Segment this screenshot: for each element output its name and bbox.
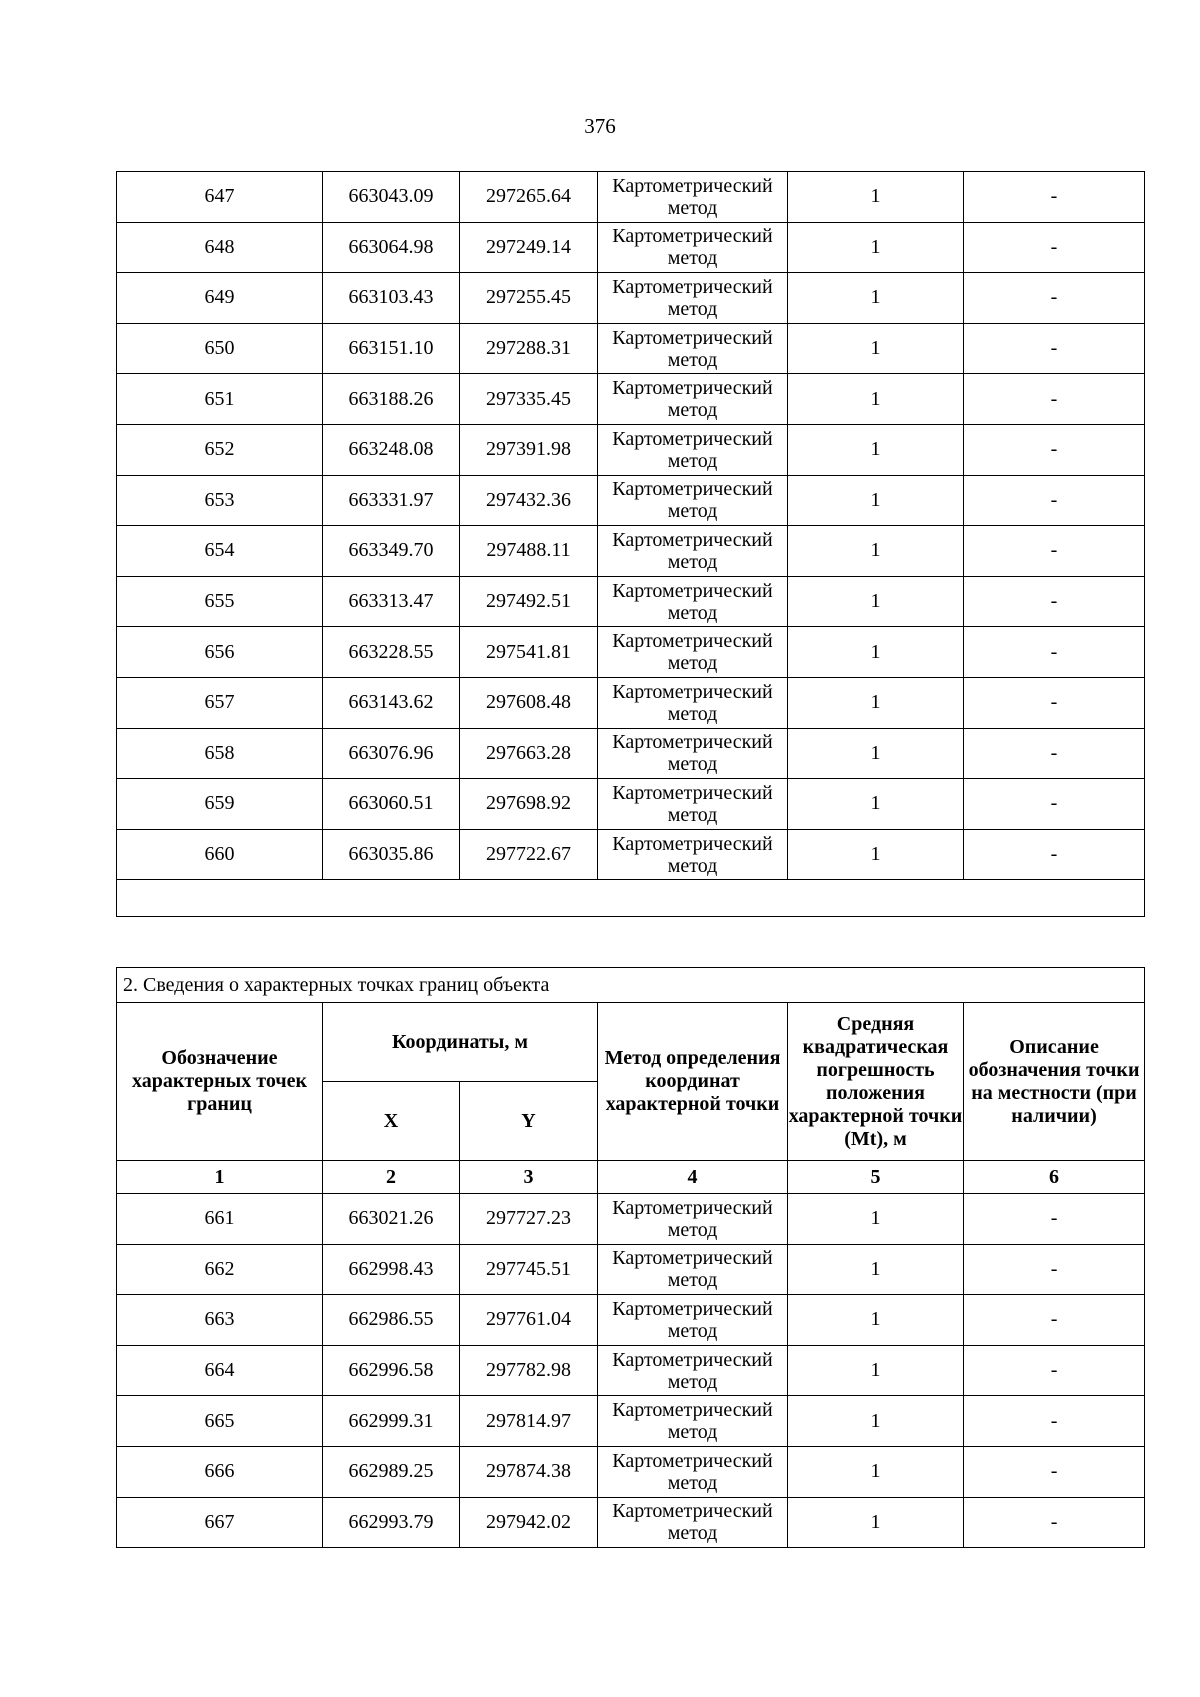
column-number: 6 (964, 1161, 1145, 1194)
mt-cell: 1 (788, 576, 964, 627)
header-method: Метод определения координат характерной точки (598, 1003, 788, 1161)
point-id-cell: 653 (117, 475, 323, 526)
point-id-cell: 649 (117, 273, 323, 324)
section-title: 2. Сведения о характерных точках границ объекта (117, 968, 1145, 1003)
y-coordinate-cell: 297608.48 (460, 677, 598, 728)
description-cell: - (964, 526, 1145, 577)
description-cell: - (964, 475, 1145, 526)
column-number: 1 (117, 1161, 323, 1194)
description-cell: - (964, 576, 1145, 627)
y-coordinate-cell: 297391.98 (460, 424, 598, 475)
method-cell: Картометрический метод (598, 576, 788, 627)
header-mt: Средняя квадратическая погрешность положения характерной точки (Mt), м (788, 1003, 964, 1161)
mt-cell: 1 (788, 1497, 964, 1548)
y-coordinate-cell: 297727.23 (460, 1194, 598, 1245)
description-cell: - (964, 1295, 1145, 1346)
table-row (117, 1446, 1145, 1497)
description-cell: - (964, 1446, 1145, 1497)
table-row (117, 1295, 1145, 1346)
header-row (117, 1003, 1145, 1082)
y-coordinate-cell: 297761.04 (460, 1295, 598, 1346)
method-cell: Картометрический метод (598, 1345, 788, 1396)
description-cell: - (964, 222, 1145, 273)
description-cell: - (964, 424, 1145, 475)
x-coordinate-cell: 663151.10 (323, 323, 460, 374)
method-cell: Картометрический метод (598, 829, 788, 880)
table-row (117, 222, 1145, 273)
point-id-cell: 654 (117, 526, 323, 577)
x-coordinate-cell: 662998.43 (323, 1244, 460, 1295)
table-row (117, 677, 1145, 728)
mt-cell: 1 (788, 1244, 964, 1295)
y-coordinate-cell: 297541.81 (460, 627, 598, 678)
method-cell: Картометрический метод (598, 1194, 788, 1245)
mt-cell: 1 (788, 627, 964, 678)
description-cell: - (964, 1244, 1145, 1295)
mt-cell: 1 (788, 1396, 964, 1447)
column-number: 2 (323, 1161, 460, 1194)
y-coordinate-cell: 297288.31 (460, 323, 598, 374)
x-coordinate-cell: 663188.26 (323, 374, 460, 425)
y-coordinate-cell: 297663.28 (460, 728, 598, 779)
table-row (117, 374, 1145, 425)
header-y: Y (460, 1082, 598, 1161)
page-number: 376 (584, 114, 616, 138)
x-coordinate-cell: 663060.51 (323, 779, 460, 830)
point-id-cell: 651 (117, 374, 323, 425)
empty-row (117, 880, 1145, 917)
method-cell: Картометрический метод (598, 1446, 788, 1497)
mt-cell: 1 (788, 222, 964, 273)
method-cell: Картометрический метод (598, 273, 788, 324)
x-coordinate-cell: 663064.98 (323, 222, 460, 273)
table1-body (117, 172, 1145, 880)
mt-cell: 1 (788, 273, 964, 324)
description-cell: - (964, 779, 1145, 830)
y-coordinate-cell: 297265.64 (460, 172, 598, 223)
point-id-cell: 658 (117, 728, 323, 779)
mt-cell: 1 (788, 374, 964, 425)
x-coordinate-cell: 663349.70 (323, 526, 460, 577)
description-cell: - (964, 1396, 1145, 1447)
x-coordinate-cell: 662999.31 (323, 1396, 460, 1447)
x-coordinate-cell: 663248.08 (323, 424, 460, 475)
description-cell: - (964, 829, 1145, 880)
column-number: 3 (460, 1161, 598, 1194)
table-row (117, 627, 1145, 678)
x-coordinate-cell: 663035.86 (323, 829, 460, 880)
point-id-cell: 666 (117, 1446, 323, 1497)
table-row (117, 424, 1145, 475)
point-id-cell: 661 (117, 1194, 323, 1245)
boundary-points-table (116, 967, 1145, 1548)
table-row (117, 475, 1145, 526)
point-id-cell: 647 (117, 172, 323, 223)
y-coordinate-cell: 297492.51 (460, 576, 598, 627)
description-cell: - (964, 677, 1145, 728)
x-coordinate-cell: 663103.43 (323, 273, 460, 324)
description-cell: - (964, 323, 1145, 374)
column-number-row (117, 1161, 1145, 1194)
mt-cell: 1 (788, 1295, 964, 1346)
point-id-cell: 648 (117, 222, 323, 273)
table-row (117, 728, 1145, 779)
x-coordinate-cell: 662993.79 (323, 1497, 460, 1548)
description-cell: - (964, 1194, 1145, 1245)
x-coordinate-cell: 663043.09 (323, 172, 460, 223)
y-coordinate-cell: 297255.45 (460, 273, 598, 324)
point-id-cell: 656 (117, 627, 323, 678)
table-row (117, 273, 1145, 324)
description-cell: - (964, 374, 1145, 425)
x-coordinate-cell: 663143.62 (323, 677, 460, 728)
mt-cell: 1 (788, 424, 964, 475)
point-id-cell: 659 (117, 779, 323, 830)
method-cell: Картометрический метод (598, 677, 788, 728)
y-coordinate-cell: 297874.38 (460, 1446, 598, 1497)
mt-cell: 1 (788, 829, 964, 880)
table-row (117, 829, 1145, 880)
y-coordinate-cell: 297745.51 (460, 1244, 598, 1295)
x-coordinate-cell: 663228.55 (323, 627, 460, 678)
mt-cell: 1 (788, 323, 964, 374)
y-coordinate-cell: 297249.14 (460, 222, 598, 273)
description-cell: - (964, 728, 1145, 779)
mt-cell: 1 (788, 526, 964, 577)
y-coordinate-cell: 297814.97 (460, 1396, 598, 1447)
coordinates-table-continued (116, 171, 1145, 917)
table-row (117, 1345, 1145, 1396)
y-coordinate-cell: 297335.45 (460, 374, 598, 425)
x-coordinate-cell: 663076.96 (323, 728, 460, 779)
x-coordinate-cell: 663313.47 (323, 576, 460, 627)
point-id-cell: 667 (117, 1497, 323, 1548)
method-cell: Картометрический метод (598, 526, 788, 577)
section-title-row (117, 968, 1145, 1003)
method-cell: Картометрический метод (598, 374, 788, 425)
table-row (117, 323, 1145, 374)
description-cell: - (964, 172, 1145, 223)
column-number: 5 (788, 1161, 964, 1194)
mt-cell: 1 (788, 728, 964, 779)
mt-cell: 1 (788, 779, 964, 830)
point-id-cell: 657 (117, 677, 323, 728)
x-coordinate-cell: 662989.25 (323, 1446, 460, 1497)
method-cell: Картометрический метод (598, 424, 788, 475)
table-row (117, 779, 1145, 830)
y-coordinate-cell: 297722.67 (460, 829, 598, 880)
method-cell: Картометрический метод (598, 172, 788, 223)
header-x: X (323, 1082, 460, 1161)
mt-cell: 1 (788, 1194, 964, 1245)
table-row (117, 1396, 1145, 1447)
column-number: 4 (598, 1161, 788, 1194)
point-id-cell: 650 (117, 323, 323, 374)
description-cell: - (964, 273, 1145, 324)
point-id-cell: 660 (117, 829, 323, 880)
point-id-cell: 665 (117, 1396, 323, 1447)
table-row (117, 1244, 1145, 1295)
header-point: Обозначение характерных точек границ (117, 1003, 323, 1161)
point-id-cell: 662 (117, 1244, 323, 1295)
description-cell: - (964, 1345, 1145, 1396)
method-cell: Картометрический метод (598, 323, 788, 374)
point-id-cell: 652 (117, 424, 323, 475)
method-cell: Картометрический метод (598, 1497, 788, 1548)
y-coordinate-cell: 297698.92 (460, 779, 598, 830)
table-row (117, 526, 1145, 577)
method-cell: Картометрический метод (598, 1295, 788, 1346)
table-row (117, 576, 1145, 627)
y-coordinate-cell: 297942.02 (460, 1497, 598, 1548)
mt-cell: 1 (788, 1345, 964, 1396)
method-cell: Картометрический метод (598, 728, 788, 779)
table-row (117, 1497, 1145, 1548)
point-id-cell: 655 (117, 576, 323, 627)
y-coordinate-cell: 297432.36 (460, 475, 598, 526)
mt-cell: 1 (788, 677, 964, 728)
method-cell: Картометрический метод (598, 475, 788, 526)
y-coordinate-cell: 297782.98 (460, 1345, 598, 1396)
mt-cell: 1 (788, 1446, 964, 1497)
mt-cell: 1 (788, 172, 964, 223)
method-cell: Картометрический метод (598, 1244, 788, 1295)
point-id-cell: 664 (117, 1345, 323, 1396)
method-cell: Картометрический метод (598, 1396, 788, 1447)
table-row (117, 1194, 1145, 1245)
header-coords: Координаты, м (323, 1003, 598, 1082)
method-cell: Картометрический метод (598, 627, 788, 678)
point-id-cell: 663 (117, 1295, 323, 1346)
table-row (117, 172, 1145, 223)
description-cell: - (964, 627, 1145, 678)
header-desc: Описание обозначения точки на местности (при наличии) (964, 1003, 1145, 1161)
x-coordinate-cell: 663331.97 (323, 475, 460, 526)
method-cell: Картометрический метод (598, 779, 788, 830)
x-coordinate-cell: 663021.26 (323, 1194, 460, 1245)
mt-cell: 1 (788, 475, 964, 526)
y-coordinate-cell: 297488.11 (460, 526, 598, 577)
x-coordinate-cell: 662986.55 (323, 1295, 460, 1346)
description-cell: - (964, 1497, 1145, 1548)
table2-body (117, 1194, 1145, 1548)
method-cell: Картометрический метод (598, 222, 788, 273)
x-coordinate-cell: 662996.58 (323, 1345, 460, 1396)
